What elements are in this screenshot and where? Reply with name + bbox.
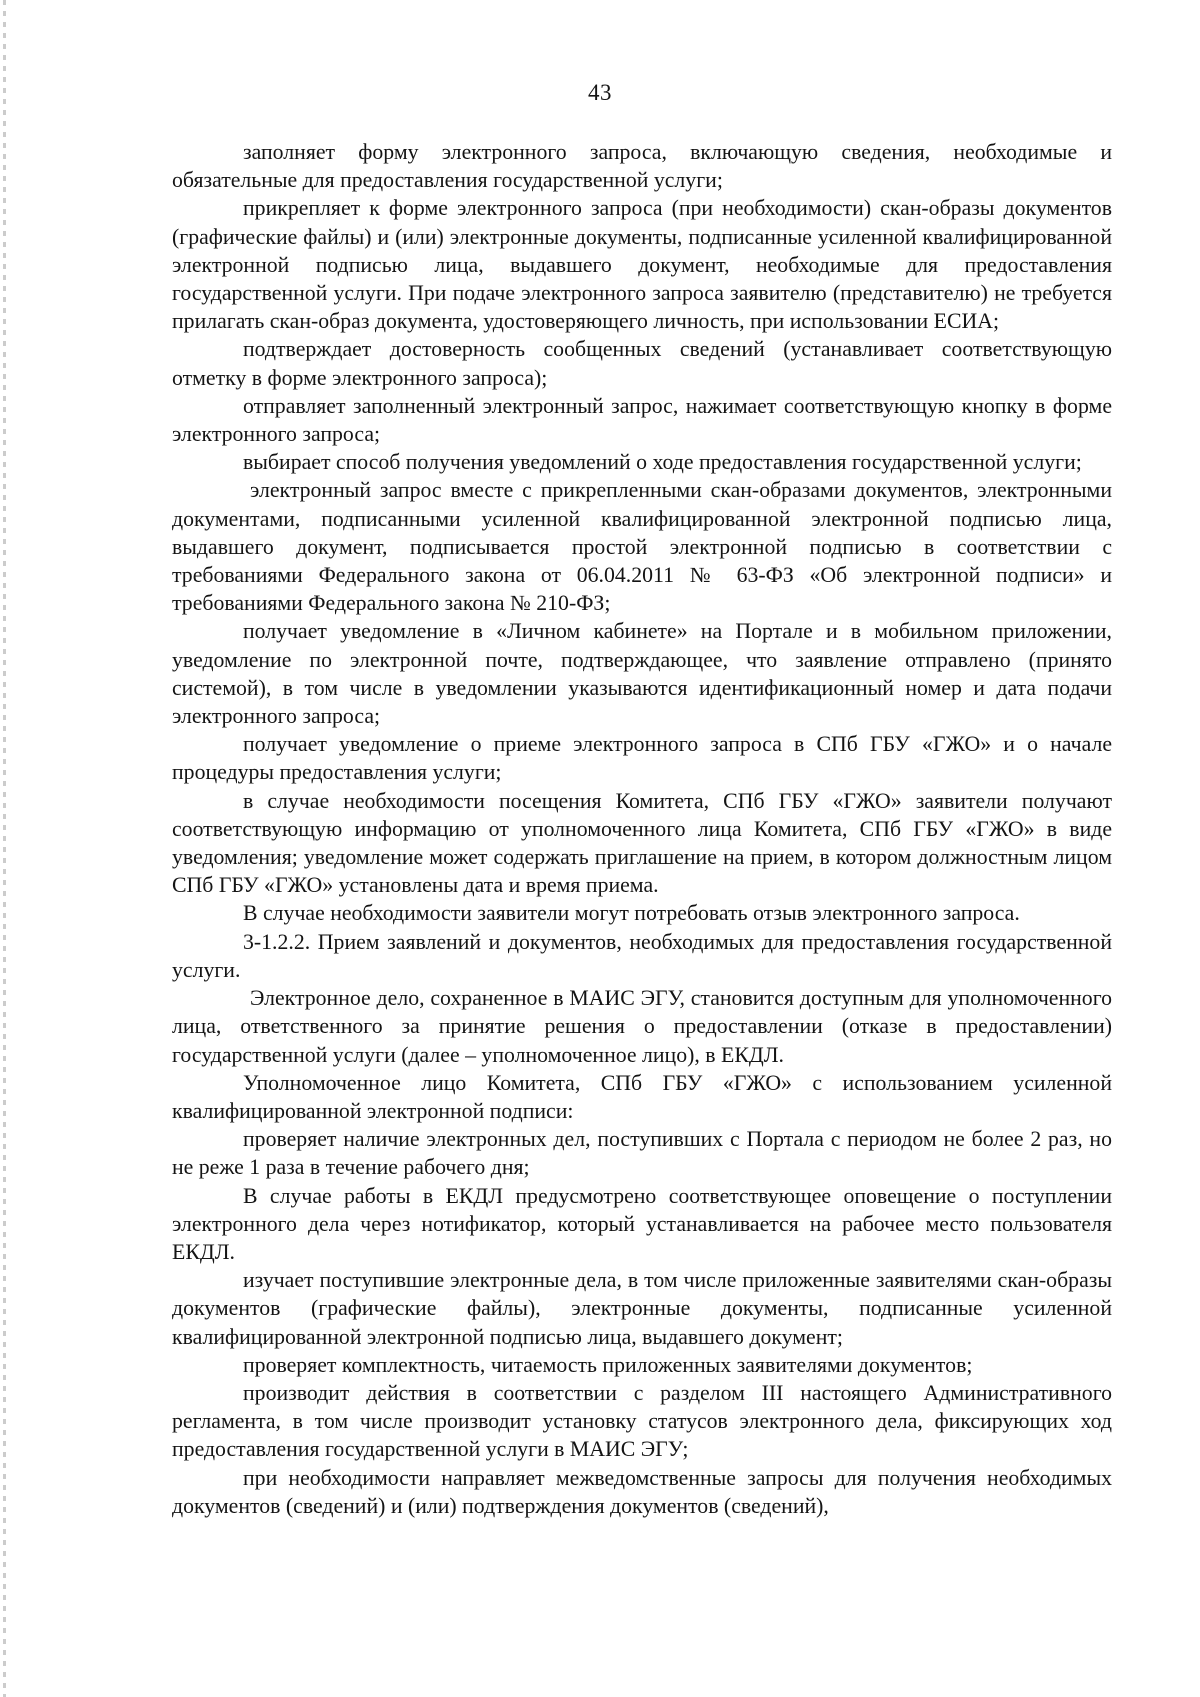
paragraph-interagency-requests: при необходимости направляет межведомственные запросы для получения необходимых документов (сведений) и (или) подтверждения документов (сведений), <box>172 1465 1112 1518</box>
paragraph-check-cases: проверяет наличие электронных дел, поступивших с Портала с периодом не более 2 раз, но не реже 1 раза в течение рабочего дня; <box>172 1127 1112 1180</box>
paragraph-withdraw-request: В случае необходимости заявители могут потребовать отзыв электронного запроса. <box>243 901 1020 926</box>
paragraph-study-cases: изучает поступившие электронные дела, в том числе приложенные заявителями скан-образы документов (графические файлы), электронные документы, подписанные усиленной квалифицированной электронной подписью лица, выдавшего документ; <box>172 1268 1112 1349</box>
paragraph-notification-method: выбирает способ получения уведомлений о ходе предоставления государственной услуги; <box>243 450 1082 475</box>
section-heading-3-1-2-2: 3-1.2.2. Прием заявлений и документов, необходимых для предоставления государственной услуги. <box>172 929 1112 982</box>
paragraph-signature: электронный запрос вместе с прикрепленными скан-образами документов, электронными документами, подписанными усиленной квалифицированной электронной подписью лица, выдавшего документ, подписывается простой электронной подписью в соответствии с требованиями Федерального закона от 06.04.2011 № 63-ФЗ «Об электронной подписи» и требованиями Федерального закона № 210-ФЗ; <box>172 478 1112 616</box>
scan-edge-marks <box>3 0 6 1697</box>
paragraph-perform-actions: производит действия в соответствии с разделом III настоящего Административного регламента, в том числе производит установку статусов электронного дела, фиксирующих ход предоставления государственной услуги в МАИС ЭГУ; <box>172 1380 1112 1462</box>
paragraph-fill-form: заполняет форму электронного запроса, включающую сведения, необходимые и обязательные для предоставления государственной услуги; <box>172 140 1112 193</box>
document-body <box>172 138 1112 1520</box>
paragraph-confirm-accuracy: подтверждает достоверность сообщенных сведений (устанавливает соответствующую отметку в форме электронного запроса); <box>172 337 1112 390</box>
paragraph-authorized-person: Уполномоченное лицо Комитета, СПб ГБУ «ГЖО» с использованием усиленной квалифицированной электронной подписи: <box>172 1070 1112 1123</box>
paragraph-check-completeness: проверяет комплектность, читаемость приложенных заявителями документов; <box>243 1352 973 1377</box>
paragraph-receipt-notification: получает уведомление о приеме электронного запроса в СПб ГБУ «ГЖО» и о начале процедуры предоставления услуги; <box>172 732 1112 785</box>
paragraph-electronic-case: Электронное дело, сохраненное в МАИС ЭГУ, становится доступным для уполномоченного лица, ответственного за принятие решения о предоставлении (отказе в предоставлении) государственной услуги (далее – уполномоченное лицо), в ЕКДЛ. <box>172 986 1112 1067</box>
paragraph-attach-documents: прикрепляет к форме электронного запроса (при необходимости) скан-образы документов (графические файлы) и (или) электронные документы, подписанные усиленной квалифицированной электронной подписью лица, выдавшего документ, необходимые для предоставления государственной услуги. При подаче электронного запроса заявителю (представителю) не требуется прилагать скан-образ документа, удостоверяющего личность, при использовании ЕСИА; <box>172 196 1112 334</box>
paragraph-cabinet-notification: получает уведомление в «Личном кабинете» на Портале и в мобильном приложении, уведомление по электронной почте, подтверждающее, что заявление отправлено (принято системой), в том числе в уведомлении указываются идентификационный номер и дата подачи электронного запроса; <box>172 619 1112 729</box>
page-number: 43 <box>588 80 612 105</box>
paragraph-send-request: отправляет заполненный электронный запрос, нажимает соответствующую кнопку в форме электронного запроса; <box>172 393 1112 447</box>
paragraph-notifier: В случае работы в ЕКДЛ предусмотрено соответствующее оповещение о поступлении электронного дела через нотификатор, который устанавливается на рабочее место пользователя ЕКДЛ. <box>172 1183 1112 1264</box>
paragraph-visit-notification: в случае необходимости посещения Комитета, СПб ГБУ «ГЖО» заявители получают соответствующую информацию от уполномоченного лица Комитета, СПб ГБУ «ГЖО» в виде уведомления; уведомление может содержать приглашение на прием, в котором должностным лицом СПб ГБУ «ГЖО» установлены дата и время приема. <box>172 788 1112 898</box>
